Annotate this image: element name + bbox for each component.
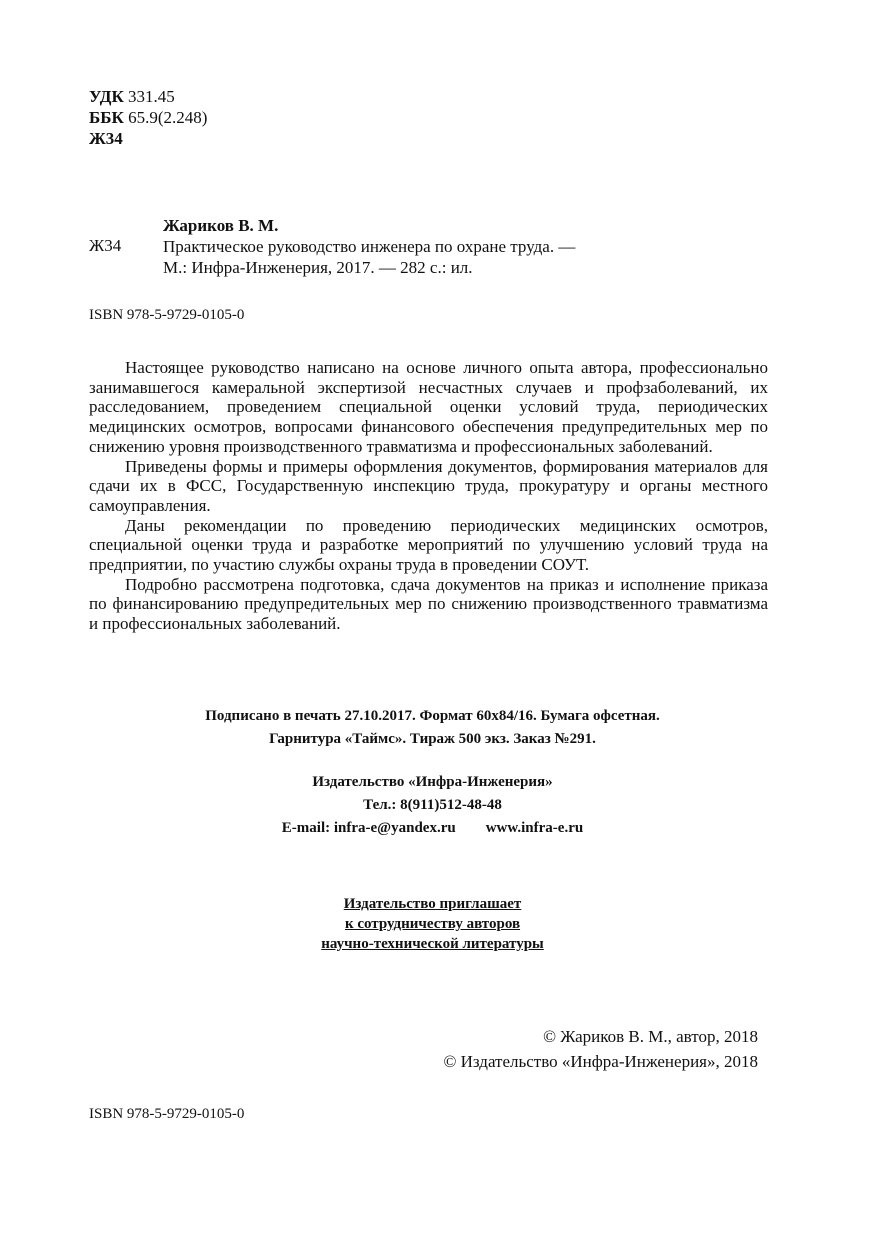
bbk-label: ББК bbox=[89, 108, 124, 127]
publisher-email: E-mail: infra-e@yandex.ru bbox=[281, 820, 456, 836]
abstract bbox=[89, 358, 768, 634]
invitation-line-2: к сотрудничеству авторов bbox=[344, 916, 521, 932]
bib-line-2: М.: Инфра-Инженерия, 2017. — 282 с.: ил. bbox=[163, 258, 473, 277]
copyright-block bbox=[300, 1024, 758, 1074]
udk-value: 331.45 bbox=[128, 87, 175, 106]
abstract-paragraph-1: Настоящее руководство написано на основе личного опыта автора, профессионально занимавшегося камеральной экспертизой несчастных случаев и профзаболеваний, их расследованием, проведением специальной оценки условий труда, периодических медицинских осмотров, вопросами финансового обеспечения предупредительных мер по снижению уровня производственного травматизма и профессиональных заболеваний. bbox=[89, 358, 768, 456]
udk-line bbox=[89, 86, 207, 107]
author-code-bib: Ж34 bbox=[89, 236, 122, 255]
invitation-line-1: Издательство приглашает bbox=[343, 896, 522, 912]
abstract-paragraph-2: Приведены формы и примеры оформления документов, формирования материалов для сдачи их в ФСС, Государственную инспекцию труда, прокуратуру и органы местного самоуправления. bbox=[89, 456, 768, 515]
book-author: Жариков В. М. bbox=[163, 216, 279, 235]
abstract-paragraph-4: Подробно рассмотрена подготовка, сдача документов на приказ и исполнение приказа по финансированию предупредительных мер по снижению производственного травматизма и профессиональных заболеваний. bbox=[89, 574, 768, 634]
copyright-author: © Жариков В. М., автор, 2018 bbox=[543, 1027, 758, 1046]
bbk-line bbox=[89, 107, 207, 128]
isbn-bottom: ISBN 978-5-9729-0105-0 bbox=[89, 1106, 245, 1122]
invitation-line-3: научно-технической литературы bbox=[321, 936, 544, 952]
isbn-top: ISBN 978-5-9729-0105-0 bbox=[89, 307, 245, 323]
publisher-contacts bbox=[89, 817, 776, 840]
imprint-info bbox=[89, 705, 776, 751]
imprint-line-1: Подписано в печать 27.10.2017. Формат 60х84/16. Бумага офсетная. bbox=[205, 708, 660, 724]
copyright-publisher: © Издательство «Инфра-Инженерия», 2018 bbox=[443, 1052, 758, 1071]
bibliographic-description bbox=[163, 236, 575, 278]
udk-label: УДК bbox=[89, 87, 124, 106]
publisher-website: www.infra-e.ru bbox=[485, 820, 584, 836]
bbk-value: 65.9(2.248) bbox=[128, 108, 208, 127]
publisher-info bbox=[89, 771, 776, 840]
bib-line-1: Практическое руководство инженера по охране труда. — bbox=[163, 237, 576, 256]
publisher-name: Издательство «Инфра-Инженерия» bbox=[312, 774, 553, 790]
author-code-top: Ж34 bbox=[89, 129, 123, 148]
imprint-line-2: Гарнитура «Таймс». Тираж 500 экз. Заказ №291. bbox=[269, 731, 596, 747]
classification-codes bbox=[89, 86, 207, 149]
publisher-phone: Тел.: 8(911)512-48-48 bbox=[363, 797, 502, 813]
abstract-paragraph-3: Даны рекомендации по проведению периодических медицинских осмотров, специальной оценки труда и разработке мероприятий по улучшению условий труда на предприятии, по участию службы охраны труда в проведении СОУТ. bbox=[89, 515, 768, 575]
publisher-invitation bbox=[89, 894, 776, 954]
